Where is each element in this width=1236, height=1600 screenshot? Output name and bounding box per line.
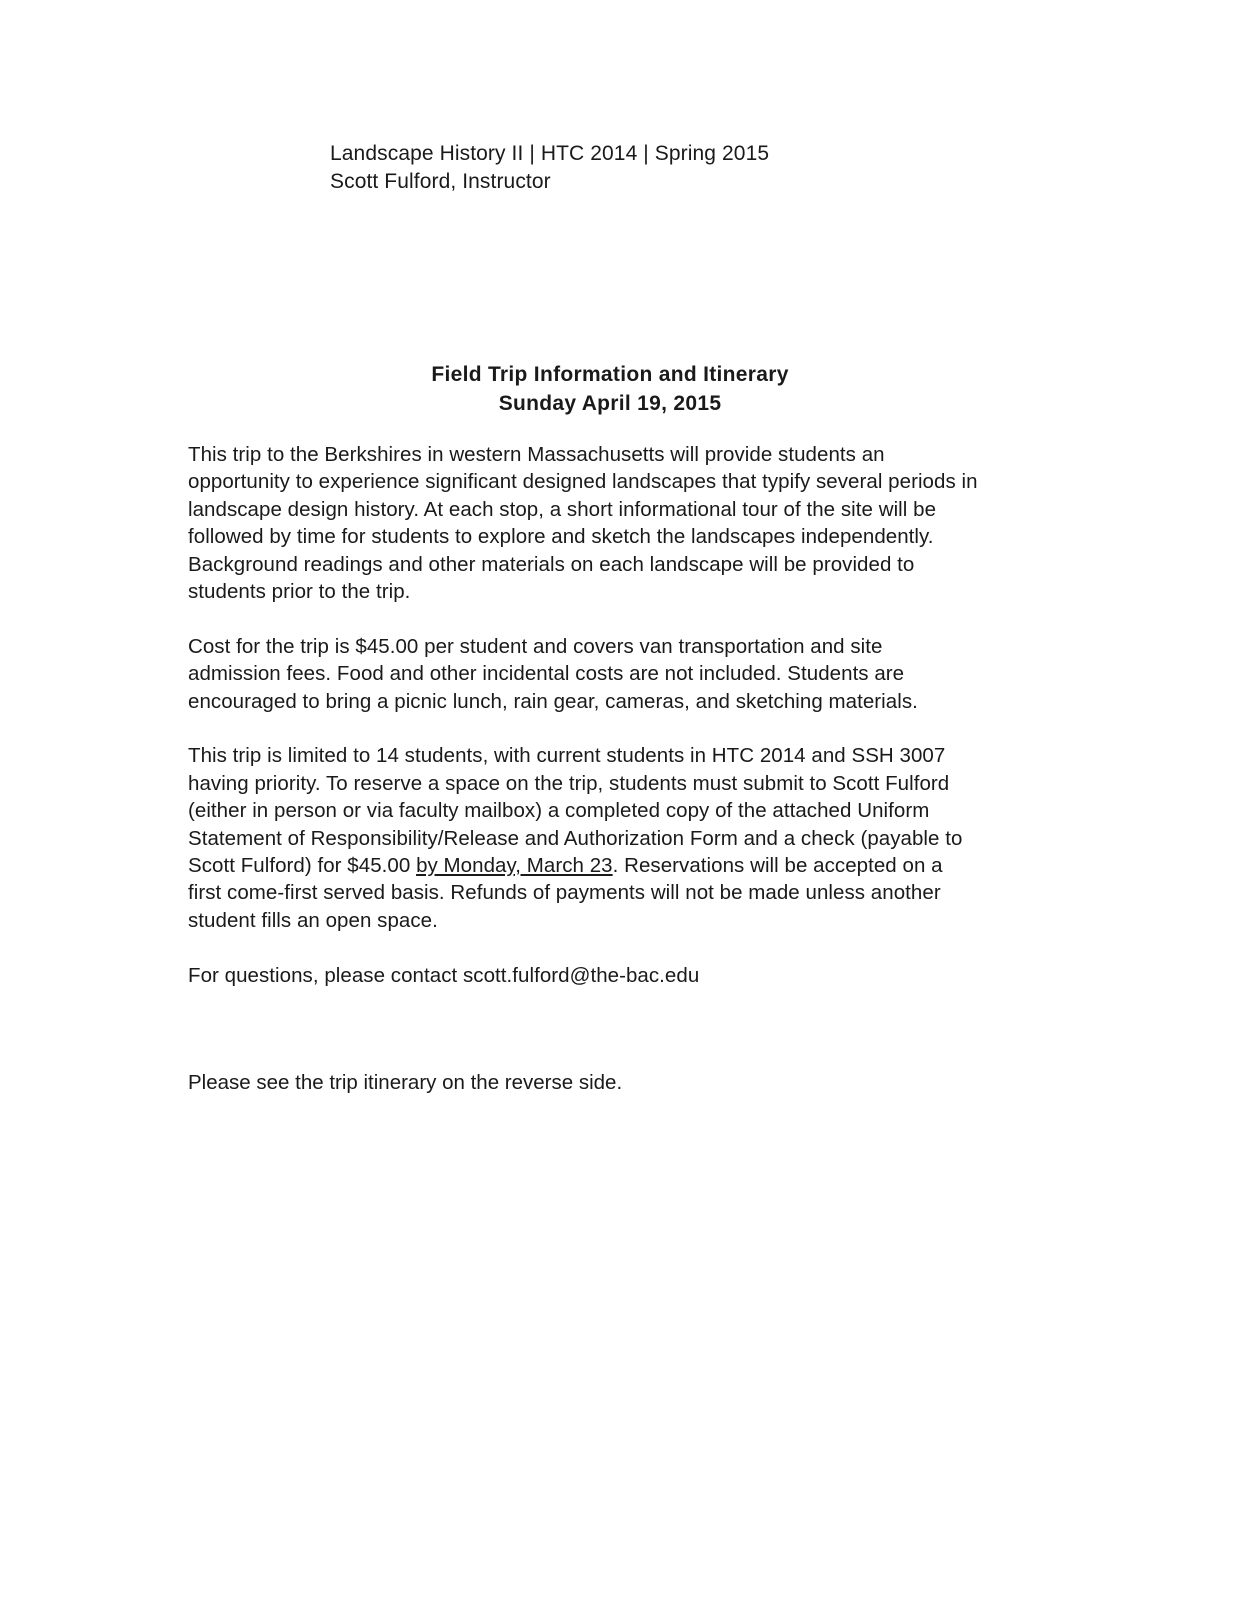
- reverse-side-note: Please see the trip itinerary on the reverse side.: [188, 1071, 623, 1094]
- text-line: This trip to the Berkshires in western Massachusetts will provide students an: [188, 443, 885, 466]
- text-line: admission fees. Food and other incidental costs are not included. Students are: [188, 662, 905, 686]
- course-line: Landscape History II | HTC 2014 | Spring 2015: [330, 142, 770, 165]
- title-line-2: Sunday April 19, 2015: [498, 392, 722, 415]
- text-line: landscape design history. At each stop, a short informational tour of the site will be: [188, 497, 937, 521]
- text-line: (either in person or via faculty mailbox) a completed copy of the attached Uniform: [188, 799, 930, 823]
- course-header: [330, 140, 769, 196]
- paragraph-trip-cost: [188, 633, 1038, 715]
- text-line: first come-first served basis. Refunds of payments will not be made unless another: [188, 881, 941, 905]
- deadline-suffix: . Reservations will be accepted on a: [612, 854, 943, 878]
- paragraph-contact: [188, 962, 1038, 989]
- text-line: encouraged to bring a picnic lunch, rain gear, cameras, and sketching materials.: [188, 689, 918, 713]
- paragraph-reservation: [188, 742, 1038, 934]
- text-line: Background readings and other materials on each landscape will be provided to: [188, 552, 915, 576]
- text-line: Cost for the trip is $45.00 per student and covers van transportation and site: [188, 634, 883, 658]
- text-line: Statement of Responsibility/Release and Authorization Form and a check (payable to: [188, 826, 963, 850]
- text-line: student fills an open space.: [188, 908, 438, 932]
- text-line: This trip is limited to 14 students, with current students in HTC 2014 and SSH 3007: [188, 744, 946, 768]
- document-body: [188, 441, 1038, 1016]
- text-line-deadline: [188, 852, 1038, 879]
- document-title: [0, 360, 1220, 418]
- deadline-prefix: Scott Fulford) for $45.00: [188, 854, 417, 878]
- title-line-1: Field Trip Information and Itinerary: [431, 363, 789, 386]
- contact-line: For questions, please contact scott.fulford@the-bac.edu: [188, 963, 700, 987]
- text-line: opportunity to experience significant designed landscapes that typify several periods in: [188, 470, 978, 494]
- text-line: students prior to the trip.: [188, 580, 411, 604]
- paragraph-trip-description: [188, 441, 1038, 605]
- text-line: followed by time for students to explore and sketch the landscapes independently.: [188, 525, 934, 549]
- deadline-date: by Monday, March 23: [416, 854, 613, 878]
- text-line: having priority. To reserve a space on the trip, students must submit to Scott Fulford: [188, 771, 950, 795]
- instructor-line: Scott Fulford, Instructor: [330, 170, 551, 193]
